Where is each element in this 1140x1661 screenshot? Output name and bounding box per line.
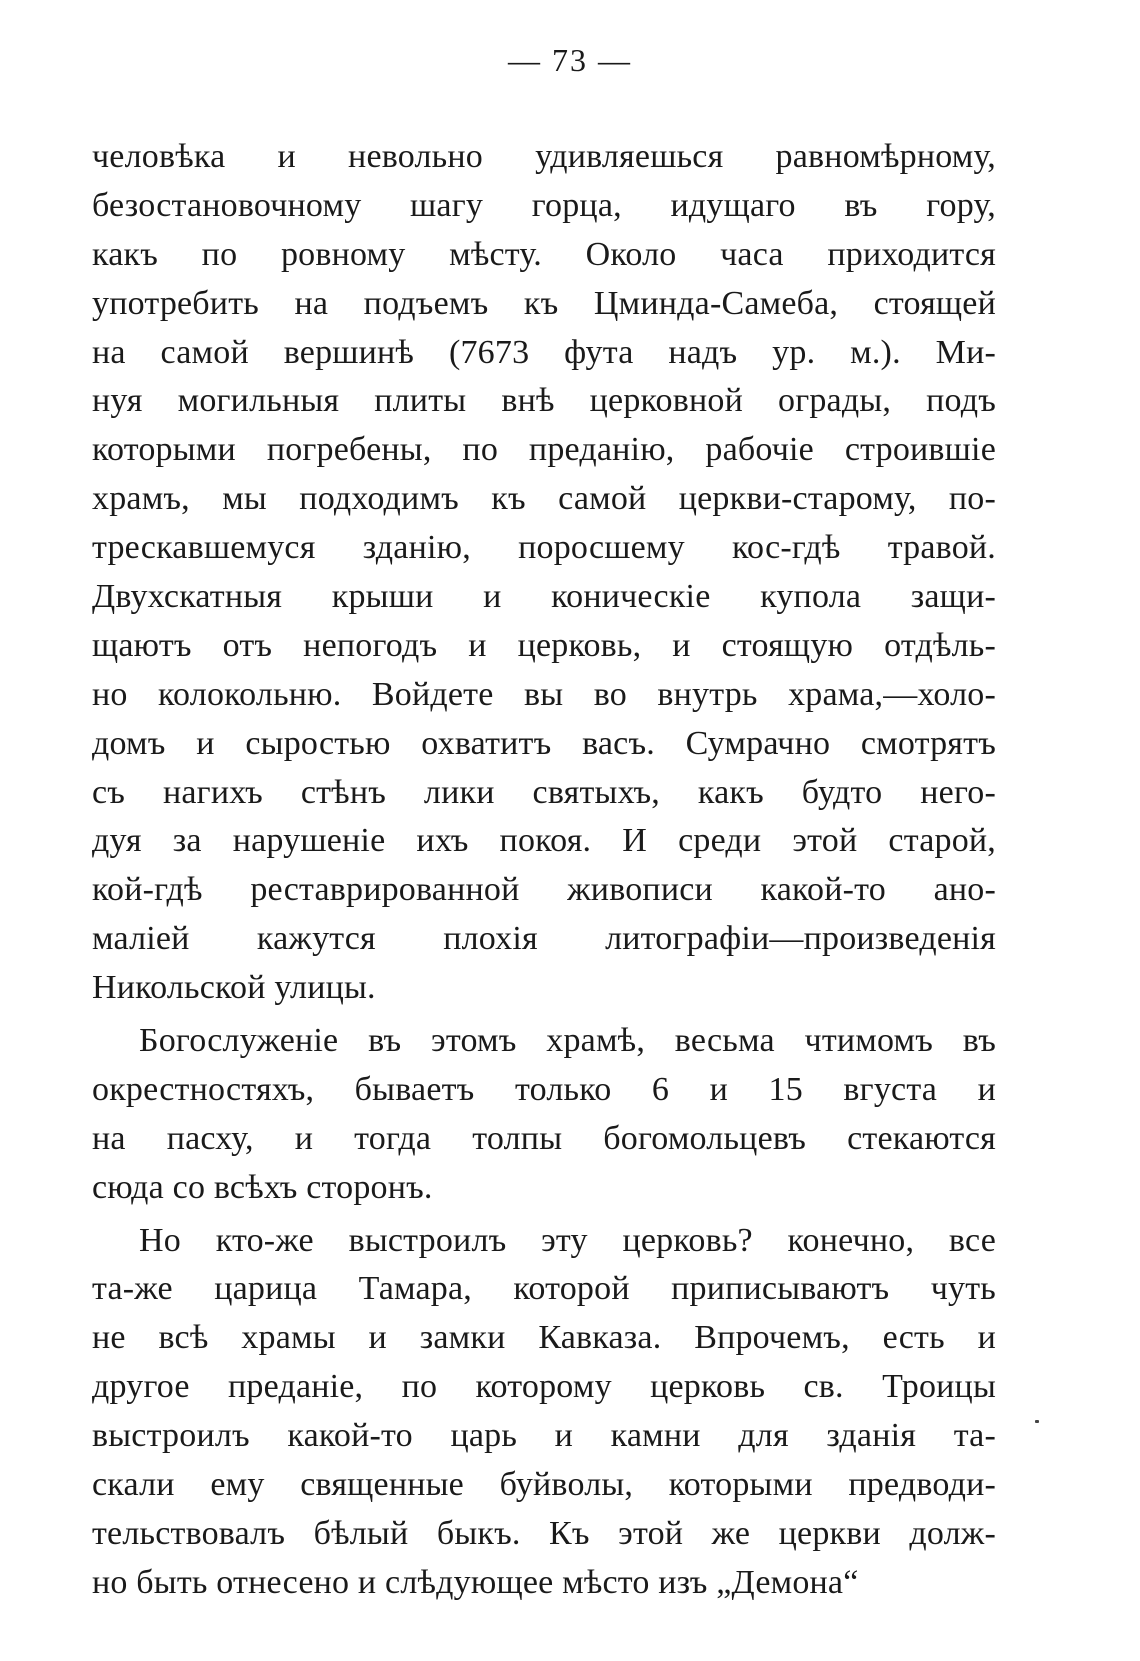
text-line: которыми погребены, по преданію, рабочіе строившіе bbox=[92, 431, 996, 469]
text-line: Но кто-же выстроилъ эту церковь? конечно, все bbox=[139, 1221, 996, 1259]
page-number: — 73 — bbox=[508, 42, 632, 78]
body-text bbox=[92, 133, 996, 1608]
text-line: безостановочному шагу горца, идущаго въ гору, bbox=[92, 186, 996, 224]
text-line: домъ и сыростью охватитъ васъ. Сумрачно смотрятъ bbox=[92, 724, 996, 762]
text-line: храмъ, мы подходимъ къ самой церкви-старому, по- bbox=[92, 480, 996, 518]
text-line: Богослуженіе въ этомъ храмѣ, весьма чтимомъ въ bbox=[139, 1022, 996, 1060]
text-line: на пасху, и тогда толпы богомольцевъ стекаются bbox=[92, 1119, 996, 1157]
text-line: щаютъ отъ непогодъ и церковь, и стоящую отдѣль- bbox=[92, 626, 996, 664]
text-line: но быть отнесено и слѣдующее мѣсто изъ „Демона“ bbox=[92, 1563, 859, 1601]
paragraph bbox=[92, 1017, 996, 1213]
text-line: но колокольню. Войдете вы во внутрь храма,—холо- bbox=[92, 675, 996, 713]
text-line: скали ему священные буйволы, которыми предводи- bbox=[92, 1466, 996, 1504]
text-line: употребить на подъемъ къ Цминда-Самеба, стоящей bbox=[92, 284, 996, 322]
text-line: та-же царица Тамара, которой приписываютъ чуть bbox=[92, 1270, 996, 1308]
text-line: на самой вершинѣ (7673 фута надъ ур. м.). Ми- bbox=[92, 333, 996, 371]
text-line: Никольской улицы. bbox=[92, 969, 376, 1007]
text-line: маліей кажутся плохія литографіи—произведенія bbox=[92, 920, 996, 958]
text-line: нуя могильныя плиты внѣ церковной ограды, подъ bbox=[92, 382, 996, 420]
text-line: человѣка и невольно удивляешься равномѣрному, bbox=[92, 138, 996, 175]
text-line: дуя за нарушеніе ихъ покоя. И среди этой старой, bbox=[92, 822, 996, 860]
paragraph bbox=[92, 133, 996, 1013]
text-line: съ нагихъ стѣнъ лики святыхъ, какъ будто него- bbox=[92, 773, 996, 811]
text-line: Двухскатныя крыши и коническіе купола защи- bbox=[92, 578, 996, 616]
text-line: кой-гдѣ реставрированной живописи какой-то ано- bbox=[92, 871, 996, 909]
scan-speck bbox=[1035, 1420, 1039, 1423]
text-line: выстроилъ какой-то царь и камни для зданія та- bbox=[92, 1417, 996, 1455]
paragraph bbox=[92, 1217, 996, 1608]
text-line: не всѣ храмы и замки Кавказа. Впрочемъ, есть и bbox=[92, 1319, 996, 1357]
text-line: тельствовалъ бѣлый быкъ. Къ этой же церкви долж- bbox=[92, 1514, 996, 1552]
text-line: другое преданіе, по которому церковь св. Троицы bbox=[92, 1368, 996, 1406]
text-line: сюда со всѣхъ сторонъ. bbox=[92, 1168, 433, 1206]
text-line: трескавшемуся зданію, поросшему кос-гдѣ травой. bbox=[92, 529, 996, 567]
text-line: какъ по ровному мѣсту. Около часа приходится bbox=[92, 235, 996, 273]
text-line: окрестностяхъ, бываетъ только 6 и 15 вгуста и bbox=[92, 1070, 996, 1108]
